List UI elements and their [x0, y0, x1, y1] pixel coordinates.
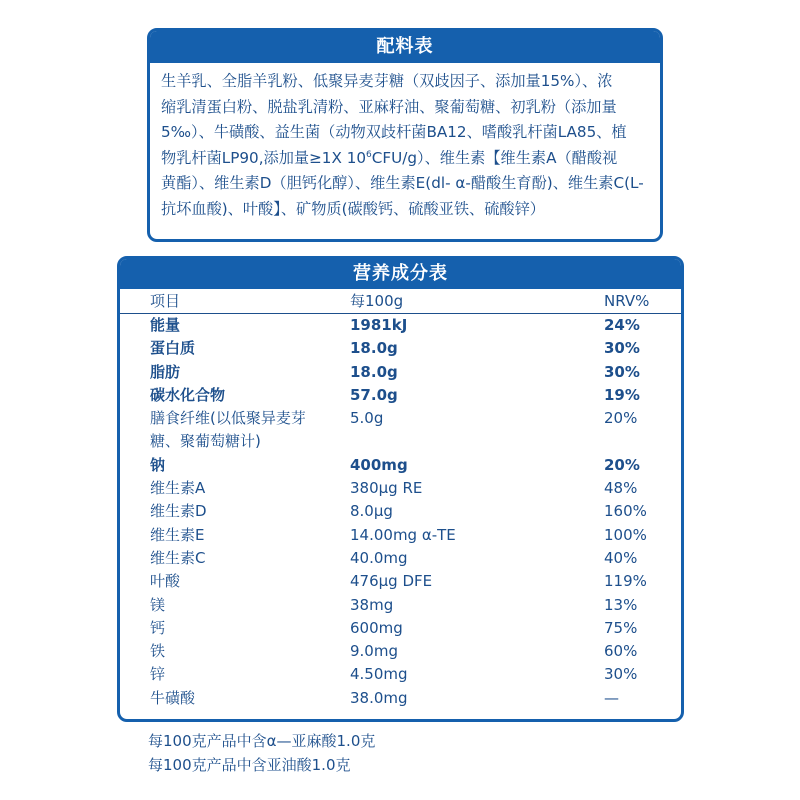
ingredients-line-part: 物乳杆菌LP90,添加量≥1X 10	[161, 148, 367, 167]
row-item: 能量	[150, 316, 181, 334]
ingredients-line: 5‰）、牛磺酸、益生菌（动物双歧杆菌BA12、嗜酸乳杆菌LA85、植	[161, 123, 627, 142]
ingredients-line: 抗坏血酸)、叶酸】、矿物质(碳酸钙、硫酸亚铁、硫酸锌）	[161, 199, 545, 218]
table-row	[120, 617, 681, 640]
row-value: 476μg DFE	[350, 572, 433, 591]
nutrition-panel	[117, 256, 684, 722]
ingredients-title: 配料表	[150, 31, 660, 63]
row-item: 蛋白质	[150, 339, 196, 358]
row-item: 镁	[150, 595, 166, 614]
header-nrv: NRV%	[604, 292, 650, 310]
row-item: 碳水化合物	[150, 385, 226, 404]
table-row	[120, 384, 681, 407]
row-item: 脂肪	[150, 362, 181, 381]
row-value: 380μg RE	[350, 479, 423, 498]
row-nrv: 20%	[604, 455, 640, 474]
row-value: 9.0mg	[350, 642, 398, 661]
table-row	[120, 314, 681, 337]
row-value: 600mg	[350, 618, 403, 637]
table-row	[120, 407, 681, 454]
footnotes	[148, 730, 375, 777]
nutrition-title: 营养成分表	[120, 259, 681, 289]
table-row	[120, 687, 681, 710]
table-row	[120, 477, 681, 500]
exponent: 6	[366, 149, 372, 160]
footnote: 每100克产品中含α—亚麻酸1.0克	[148, 732, 376, 750]
row-nrv: 30%	[604, 362, 640, 381]
row-value: 4.50mg	[350, 665, 408, 684]
table-row	[120, 500, 681, 523]
row-item: 钠	[150, 455, 166, 474]
row-nrv: 13%	[604, 595, 638, 614]
row-nrv: 48%	[604, 479, 638, 498]
row-item: 维生素E	[150, 525, 205, 544]
row-item: 铁	[150, 642, 166, 661]
ingredients-panel	[147, 28, 663, 242]
nutrition-column-headers	[120, 289, 681, 314]
row-value: 38.0mg	[350, 688, 408, 707]
row-item-line: 糖、聚葡萄糖计)	[150, 432, 261, 451]
table-row	[120, 547, 681, 570]
row-nrv: 19%	[604, 385, 640, 404]
header-item: 项目	[150, 292, 181, 310]
table-row	[120, 524, 681, 547]
table-row	[120, 663, 681, 686]
row-item-line: 膳食纤维(以低聚异麦芽	[150, 409, 306, 428]
row-nrv: 100%	[604, 525, 647, 544]
row-item: 维生素D	[150, 502, 207, 521]
ingredients-line: 黄酯）、维生素D（胆钙化醇）、维生素E(dl- α-醋酸生育酚)、维生素C(L-	[161, 174, 644, 193]
ingredients-line	[161, 146, 652, 172]
row-value: 57.0g	[350, 385, 398, 404]
row-value: 38mg	[350, 595, 394, 614]
row-item: 维生素A	[150, 479, 206, 498]
table-row	[120, 454, 681, 477]
row-nrv: 30%	[604, 665, 638, 684]
row-item: 维生素C	[150, 548, 206, 567]
header-per100g: 每100g	[350, 292, 404, 310]
ingredients-line: 生羊乳、全脂羊乳粉、低聚异麦芽糖（双歧因子、添加量15%）、浓	[161, 72, 613, 90]
row-item: 钙	[150, 618, 166, 637]
table-row	[120, 361, 681, 384]
row-value: 18.0g	[350, 339, 398, 358]
row-nrv: 75%	[604, 618, 638, 637]
row-nrv: 160%	[604, 502, 647, 521]
row-nrv: 119%	[604, 572, 647, 591]
row-value: 14.00mg α-TE	[350, 525, 456, 544]
row-nrv: —	[604, 688, 619, 707]
table-row	[120, 594, 681, 617]
nutrition-rows	[120, 314, 681, 710]
ingredients-line: 缩乳清蛋白粉、脱盐乳清粉、亚麻籽油、聚葡萄糖、初乳粉（添加量	[161, 97, 617, 116]
row-value: 5.0g	[350, 409, 384, 428]
table-row	[120, 337, 681, 360]
row-item	[150, 407, 340, 453]
row-nrv: 60%	[604, 642, 638, 661]
table-row	[120, 570, 681, 593]
row-value: 18.0g	[350, 362, 398, 381]
row-item: 叶酸	[150, 572, 181, 591]
ingredients-line-part: CFU/g）、维生素【维生素A（醋酸视	[371, 148, 618, 167]
row-nrv: 20%	[604, 409, 638, 428]
row-value: 1981kJ	[350, 316, 408, 334]
table-row	[120, 640, 681, 663]
row-item: 锌	[150, 665, 166, 684]
footnote: 每100克产品中含亚油酸1.0克	[148, 755, 351, 774]
row-value: 400mg	[350, 455, 408, 474]
row-value: 40.0mg	[350, 548, 408, 567]
row-item: 牛磺酸	[150, 688, 196, 707]
row-nrv: 24%	[604, 316, 640, 334]
ingredients-text	[150, 63, 660, 223]
row-value: 8.0μg	[350, 502, 393, 521]
row-nrv: 30%	[604, 339, 640, 358]
row-nrv: 40%	[604, 548, 638, 567]
